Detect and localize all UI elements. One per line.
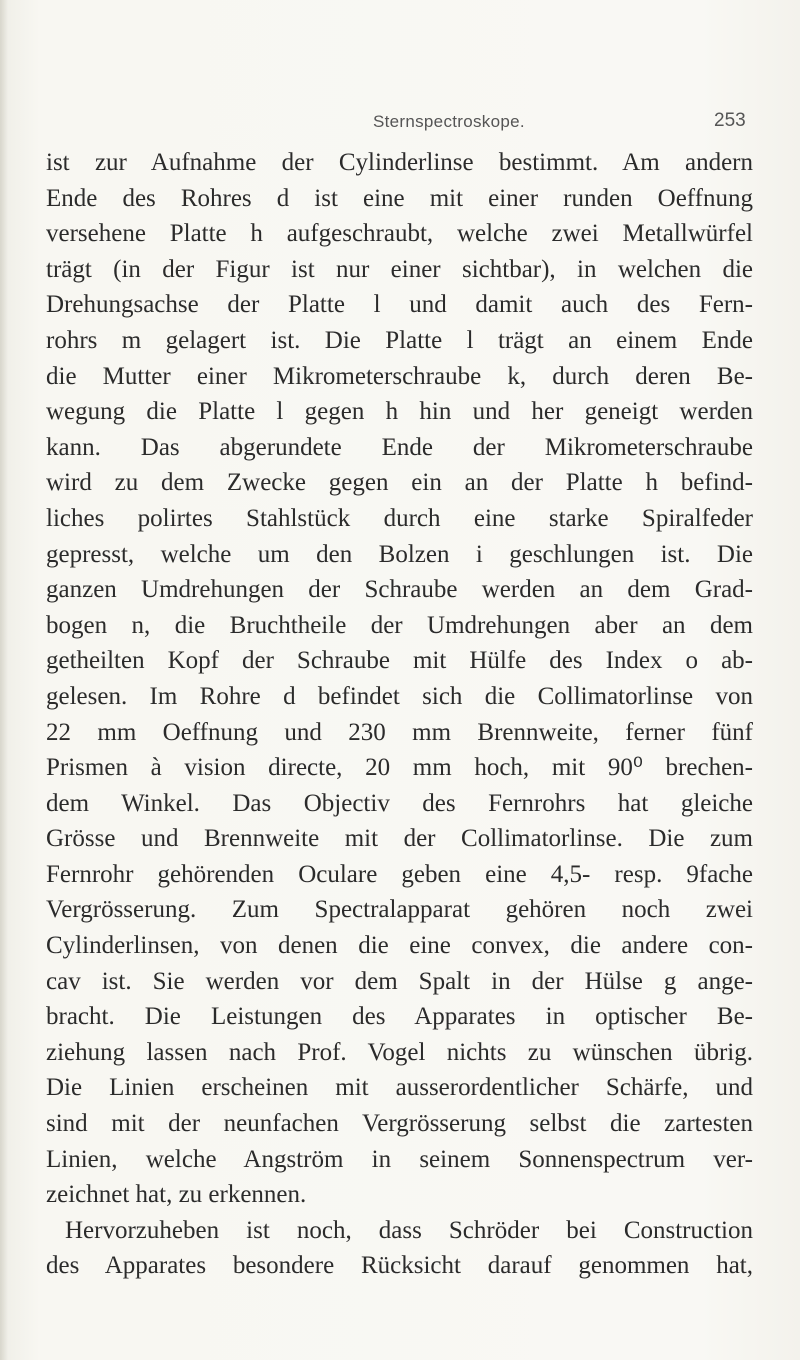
text-line: versehene Platte h aufgeschraubt, welche zwei Metallwürfel [46, 220, 753, 248]
text-line: Ende des Rohres d ist eine mit einer runden Oeffnung [46, 184, 753, 212]
text-line: Cylinderlinsen, von denen die eine convex, die andere con- [46, 932, 753, 960]
text-line: dem Winkel. Das Objectiv des Fernrohrs hat gleiche [46, 789, 753, 817]
text-line: gepresst, welche um den Bolzen i geschlungen ist. Die [46, 540, 753, 568]
text-line: 22 mm Oeffnung und 230 mm Brennweite, ferner fünf [46, 718, 753, 746]
text-line: ziehung lassen nach Prof. Vogel nichts zu wünschen übrig. [46, 1038, 753, 1066]
text-line: die Mutter einer Mikrometerschraube k, durch deren Be- [46, 362, 753, 390]
text-line: Fernrohr gehörenden Oculare geben eine 4,5- resp. 9fache [46, 860, 753, 888]
binding-shadow [0, 0, 8, 1360]
text-line: bogen n, die Bruchtheile der Umdrehungen aber an dem [46, 611, 753, 639]
text-line: cav ist. Sie werden vor dem Spalt in der Hülse g ange- [46, 967, 753, 995]
text-line: Linien, welche Angström in seinem Sonnenspectrum ver- [46, 1145, 753, 1173]
text-line: ganzen Umdrehungen der Schraube werden an dem Grad- [46, 576, 753, 604]
text-line: getheilten Kopf der Schraube mit Hülfe des Index o ab- [46, 647, 753, 675]
text-line: wird zu dem Zwecke gegen ein an der Platte h befind- [46, 469, 753, 497]
text-line: Vergrösserung. Zum Spectralapparat gehören noch zwei [46, 896, 753, 924]
text-line: Drehungsachse der Platte l und damit auch des Fern- [46, 291, 753, 319]
text-line: kann. Das abgerundete Ende der Mikrometerschraube [46, 433, 753, 461]
text-line: Die Linien erscheinen mit ausserordentlicher Schärfe, und [46, 1074, 753, 1102]
text-line: sind mit der neunfachen Vergrösserung selbst die zartesten [46, 1110, 753, 1138]
text-line: gelesen. Im Rohre d befindet sich die Collimatorlinse von [46, 682, 753, 710]
body-text [46, 145, 753, 1284]
text-line: rohrs m gelagert ist. Die Platte l trägt an einem Ende [46, 326, 753, 354]
text-line: Prismen à vision directe, 20 mm hoch, mit 90⁰ brechen- [46, 754, 753, 782]
text-line: wegung die Platte l gegen h hin und her geneigt werden [46, 398, 753, 426]
text-line: liches polirtes Stahlstück durch eine starke Spiralfeder [46, 504, 753, 532]
text-line: des Apparates besondere Rücksicht darauf genommen hat, [46, 1252, 753, 1280]
text-line: trägt (in der Figur ist nur einer sichtbar), in welchen die [46, 255, 753, 283]
text-line: Hervorzuheben ist noch, dass Schröder bei Construction [65, 1216, 753, 1244]
page-number: 253 [714, 110, 746, 131]
text-line: Grösse und Brennweite mit der Collimatorlinse. Die zum [46, 825, 753, 853]
text-line: zeichnet hat, zu erkennen. [46, 1181, 307, 1209]
text-line: bracht. Die Leistungen des Apparates in optischer Be- [46, 1003, 753, 1031]
running-head: Sternspectroskope. [373, 112, 525, 131]
text-line: ist zur Aufnahme der Cylinderlinse bestimmt. Am andern [46, 149, 753, 176]
